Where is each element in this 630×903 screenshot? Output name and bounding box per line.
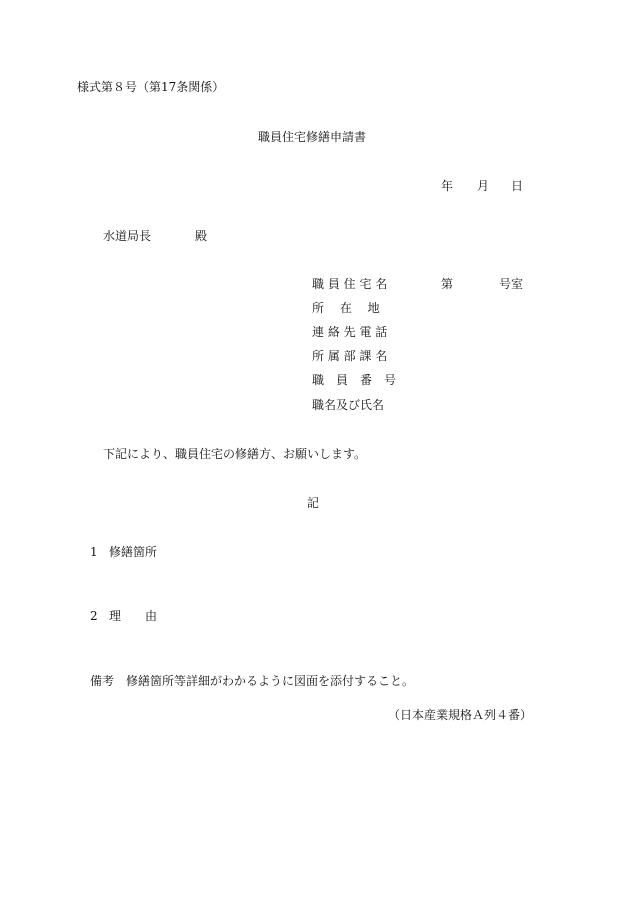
form-number: 様式第８号（第17条関係） (77, 80, 225, 94)
date-year: 年 (441, 179, 454, 193)
request-text: 下記により、職員住宅の修繕方、お願いします。 (103, 447, 367, 461)
contact-phone-label: 連 絡 先 電 話 (312, 325, 388, 339)
employee-number-label: 職 員 番 号 (312, 373, 397, 387)
addressee-honorific: 殿 (195, 229, 208, 243)
room-suffix: 号室 (499, 277, 524, 291)
department-label: 所 属 部 課 名 (312, 349, 388, 363)
page-title: 職員住宅修繕申請書 (258, 130, 367, 144)
location-label: 所 在 地 (312, 301, 380, 315)
date-day: 日 (511, 179, 524, 193)
remarks-text: 修繕箇所等詳細がわかるように図面を添付すること。 (126, 674, 415, 688)
item-number: 2 (90, 609, 98, 623)
item-label: 修繕箇所 (109, 545, 158, 559)
remarks-label: 備考 (90, 674, 115, 688)
date-month: 月 (477, 179, 490, 193)
housing-name-label: 職 員 住 宅 名 (312, 277, 388, 291)
position-name-label: 職名及び氏名 (312, 398, 385, 412)
paper-size-note: （日本産業規格Ａ列４番） (387, 708, 532, 722)
ki-heading: 記 (307, 496, 320, 510)
building-prefix: 第 (441, 277, 454, 291)
item-number: 1 (90, 545, 98, 559)
addressee-name: 水道局長 (103, 229, 152, 243)
item-label: 理 由 (109, 609, 158, 623)
